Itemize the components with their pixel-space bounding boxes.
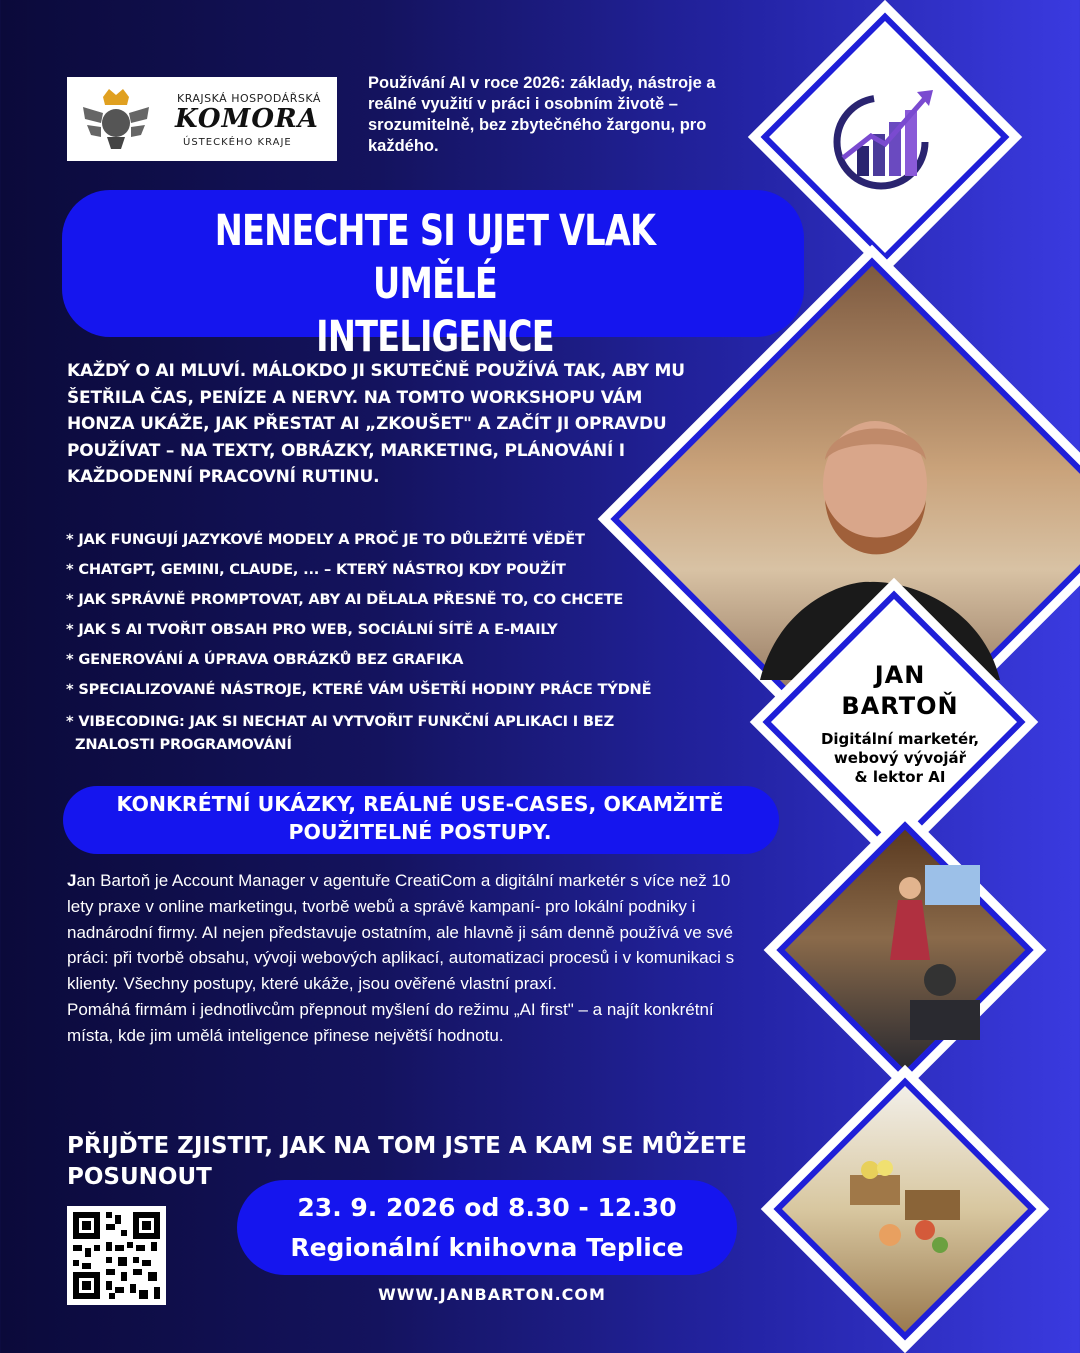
lead-paragraph: KAŽDÝ O AI MLUVÍ. MÁLOKDO JI SKUTEČNĚ POUŽÍVÁ TAK, ABY MU ŠETŘILA ČAS, PENÍZE A NERVY. NA TOMTO WORKSHOPU VÁM HONZA UKÁŽE, JAK PŘESTAT AI „ZKOUŠET" A ZAČÍT JI OPRAVDU POUŽÍVAT – NA TEXTY, OBRÁZKY, MARKETING, PLÁNOVÁNÍ I KAŽDODENNÍ PRACOVNÍ RUTINU. (67, 361, 685, 487)
topic-item: * CHATGPT, GEMINI, CLAUDE, ... – KTERÝ NÁSTROJ KDY POUŽÍT (66, 561, 566, 578)
topic-item: * JAK SPRÁVNĚ PROMPTOVAT, ABY AI DĚLALA PŘESNĚ TO, CO CHCETE (66, 591, 624, 608)
catering-food (830, 1135, 980, 1285)
topic-item: * SPECIALIZOVANÉ NÁSTROJE, KTERÉ VÁM UŠETŘÍ HODINY PRÁCE TÝDNĚ (66, 681, 652, 698)
topic-item: * GENEROVÁNÍ A ÚPRAVA OBRÁZKŮ BEZ GRAFIKA (66, 651, 464, 668)
chamber-crest-icon (81, 83, 151, 155)
speaker-first-name: JAN (874, 661, 926, 689)
headline: NENECHTE SI UJET VLAK UMĚLÉ INTELIGENCE (214, 206, 656, 362)
speaker-role: Digitální marketér, webový vývojář & lektor AI (820, 730, 980, 786)
topic-item: * JAK FUNGUJÍ JAZYKOVÉ MODELY A PROČ JE TO DŮLEŽITÉ VĚDĚT (66, 531, 585, 548)
intro-text: Používání AI v roce 2026: základy, nástroje a reálné využití v práci i osobním životě – srozumitelně, bez zbytečného žargonu, pro každého. (368, 74, 716, 155)
logo-line-1: KRAJSKÁ HOSPODÁŘSKÁ (177, 92, 321, 105)
topic-item: * JAK S AI TVOŘIT OBSAH PRO WEB, SOCIÁLNÍ SÍTĚ A E-MAILY (66, 621, 558, 638)
growth-chart-icon (823, 80, 947, 192)
speaker-last-name: BARTOŇ (841, 692, 959, 720)
event-venue: Regionální knihovna Teplice (290, 1233, 684, 1262)
chamber-logo (67, 77, 337, 161)
event-info (237, 1188, 737, 1268)
topic-list (66, 525, 706, 756)
call-to-action: PŘIJĎTE ZJISTIT, JAK NA TOM JSTE A KAM SE MŮŽETE POSUNOUT (67, 1133, 747, 1190)
highlight-text: KONKRÉTNÍ UKÁZKY, REÁLNÉ USE-CASES, OKAMŽITĚ POUŽITELNÉ POSTUPY. (116, 792, 724, 844)
speaker-bio (67, 868, 757, 1049)
topic-item: * VIBECODING: JAK SI NECHAT AI VYTVOŘIT FUNKČNÍ APLIKACI I BEZ ZNALOSTI PROGRAMOVÁNÍ (66, 713, 614, 753)
qr-code[interactable] (67, 1206, 166, 1305)
speaker-name-card (790, 660, 1010, 787)
bio-paragraph-2: Pomáhá firmám i jednotlivcům přepnout myšlení do režimu „AI first" – a najít konkrétní místa, kde jim umělá inteligence přinese největší hodnotu. (67, 999, 714, 1045)
website-link[interactable]: WWW.JANBARTON.COM (378, 1285, 606, 1304)
presenter-figure (840, 860, 980, 1040)
logo-line-2: KOMORA (175, 104, 319, 134)
logo-line-3: ÚSTECKÉHO KRAJE (183, 137, 292, 148)
event-date: 23. 9. 2026 od 8.30 - 12.30 (297, 1193, 677, 1222)
qr-code-icon (67, 1206, 166, 1305)
bio-paragraph-1: Jan Bartoň je Account Manager v agentuře CreatiCom a digitální marketér s více než 10 lety praxe v online marketingu, tvorbě webů a správě kampaní- pro lokální podniky i nadnárodní firmy. AI nejen představuje ostatním, ale hlavně ji sám denně používá ve své práci: při tvorbě obsahu, vývoji webových aplikací, automatizaci procesů i v komunikaci s klienty. Všechny postupy, které ukáže, jsou ověřené vlastní praxí. (67, 871, 735, 994)
